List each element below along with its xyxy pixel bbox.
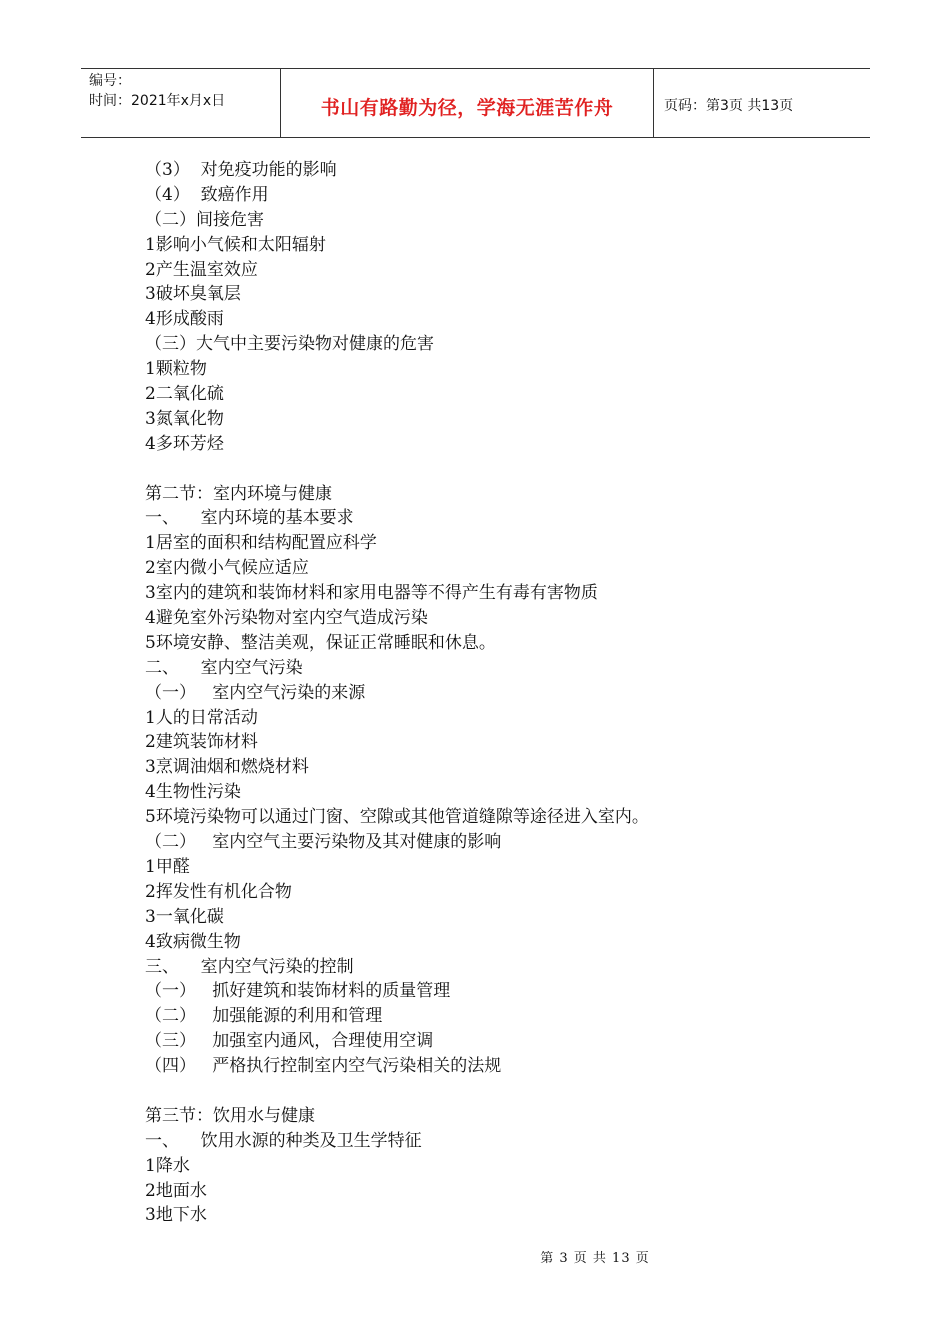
text-line: 4形成酸雨	[145, 309, 224, 330]
text-line: （4） 致癌作用	[145, 184, 269, 205]
text-line: 第二节：室内环境与健康	[145, 483, 332, 504]
text-line: 1居室的面积和结构配置应科学	[145, 533, 377, 554]
text-line: 3一氧化碳	[145, 906, 224, 927]
text-line: 3破坏臭氧层	[145, 284, 241, 305]
footer-page-number: 第 3 页 共 13 页	[540, 1251, 650, 1266]
header-page-cell	[654, 69, 870, 137]
text-line: 二、 室内空气污染	[145, 657, 303, 678]
text-line: 3氮氧化物	[145, 408, 224, 429]
text-line: 3地下水	[145, 1205, 207, 1226]
text-line: （三） 加强室内通风，合理使用空调	[145, 1031, 434, 1052]
text-line: 4生物性污染	[145, 782, 241, 803]
document-body	[145, 158, 825, 1228]
text-line: 3室内的建筑和装饰材料和家用电器等不得产生有毒有害物质	[145, 583, 598, 604]
text-line: 三、 室内空气污染的控制	[145, 956, 354, 977]
text-line: 2二氧化硫	[145, 384, 224, 405]
text-line: 3烹调油烟和燃烧材料	[145, 757, 309, 778]
text-line: 一、 饮用水源的种类及卫生学特征	[145, 1130, 422, 1151]
blank-line	[145, 457, 825, 482]
text-line: 第三节：饮用水与健康	[145, 1105, 315, 1126]
text-line: 2挥发性有机化合物	[145, 881, 292, 902]
text-line: （二） 室内空气主要污染物及其对健康的影响	[145, 832, 502, 853]
text-line: 一、 室内环境的基本要求	[145, 508, 354, 529]
text-line: （二） 加强能源的利用和管理	[145, 1006, 383, 1027]
text-line: （四） 严格执行控制室内空气污染相关的法规	[145, 1056, 502, 1077]
text-line: （一） 室内空气污染的来源	[145, 682, 366, 703]
text-line: 1人的日常活动	[145, 707, 258, 728]
page-header	[81, 68, 870, 138]
text-line: 5环境安静、整洁美观，保证正常睡眠和休息。	[145, 632, 496, 653]
document-number-label: 编号：	[89, 73, 131, 89]
text-line: 1降水	[145, 1155, 190, 1176]
text-line: 2地面水	[145, 1180, 207, 1201]
header-motto: 书山有路勤为径，学海无涯苦作舟	[320, 96, 614, 119]
blank-line	[145, 1079, 825, 1104]
text-line: 4避免室外污染物对室内空气造成污染	[145, 608, 428, 629]
text-line: 1甲醛	[145, 856, 190, 877]
header-motto-cell	[281, 69, 654, 137]
document-date-label: 时间：2021年x月x日	[89, 93, 226, 109]
header-page-label: 页码：第3页 共13页	[664, 98, 794, 114]
text-line: 2室内微小气候应适应	[145, 558, 309, 579]
text-line: （一） 抓好建筑和装饰材料的质量管理	[145, 981, 451, 1002]
text-line: （三）大气中主要污染物对健康的危害	[145, 334, 434, 355]
text-line: 2建筑装饰材料	[145, 732, 258, 753]
text-line: 4致病微生物	[145, 931, 241, 952]
header-meta-cell	[81, 69, 281, 137]
text-line: 4多环芳烃	[145, 433, 224, 454]
text-line: 1影响小气候和太阳辐射	[145, 234, 326, 255]
text-line: （3） 对免疫功能的影响	[145, 160, 337, 180]
text-line: （二）间接危害	[145, 209, 264, 230]
text-line: 2产生温室效应	[145, 259, 258, 280]
text-line: 5环境污染物可以通过门窗、空隙或其他管道缝隙等途径进入室内。	[145, 807, 649, 828]
text-line: 1颗粒物	[145, 359, 207, 380]
page-footer	[0, 1247, 950, 1266]
